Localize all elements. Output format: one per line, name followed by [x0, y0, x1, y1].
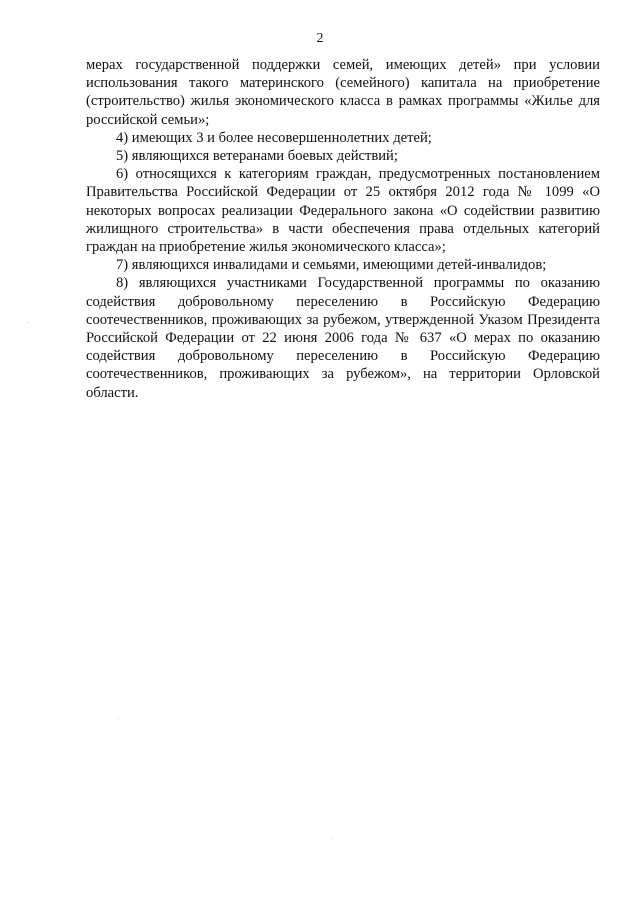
- paragraph-continuation: мерах государственной поддержки семей, имеющих детей» при условии использования такого материнского (семейного) капитала на приобретение (строительство) жилья экономического класса в рамках программы «Жилье для российской семьи»;: [86, 57, 600, 128]
- scan-speck: [332, 838, 333, 839]
- list-item-6: 6) относящихся к категориям граждан, предусмотренных постановлением Правительства Российской Федерации от 25 октября 2012 года № 1099 «О некоторых вопросах реализации Федерального закона «О содействии развитию жилищного строительства» в части обеспечения права отдельных категорий граждан на приобретение жилья экономического класса»;: [86, 166, 600, 256]
- document-body: [86, 56, 600, 402]
- list-item-5: 5) являющихся ветеранами боевых действий;: [116, 148, 398, 165]
- list-item-7: 7) являющихся инвалидами и семьями, имеющими детей-инвалидов;: [116, 257, 547, 274]
- list-item-4: 4) имеющих 3 и более несовершеннолетних детей;: [116, 129, 432, 146]
- page-number: 2: [316, 31, 324, 46]
- scan-speck: [118, 718, 119, 719]
- scan-speck: [28, 322, 29, 323]
- list-item-8: 8) являющихся участниками Государственной программы по оказанию содействия добровольному переселению в Российскую Федерацию соотечественников, проживающих за рубежом, утвержденной Указом Президента Российской Федерации от 22 июня 2006 года № 637 «О мерах по оказанию содействия добровольному переселению в Российскую Федерацию соотечественников, проживающих за рубежом», на территории Орловской области.: [86, 275, 600, 401]
